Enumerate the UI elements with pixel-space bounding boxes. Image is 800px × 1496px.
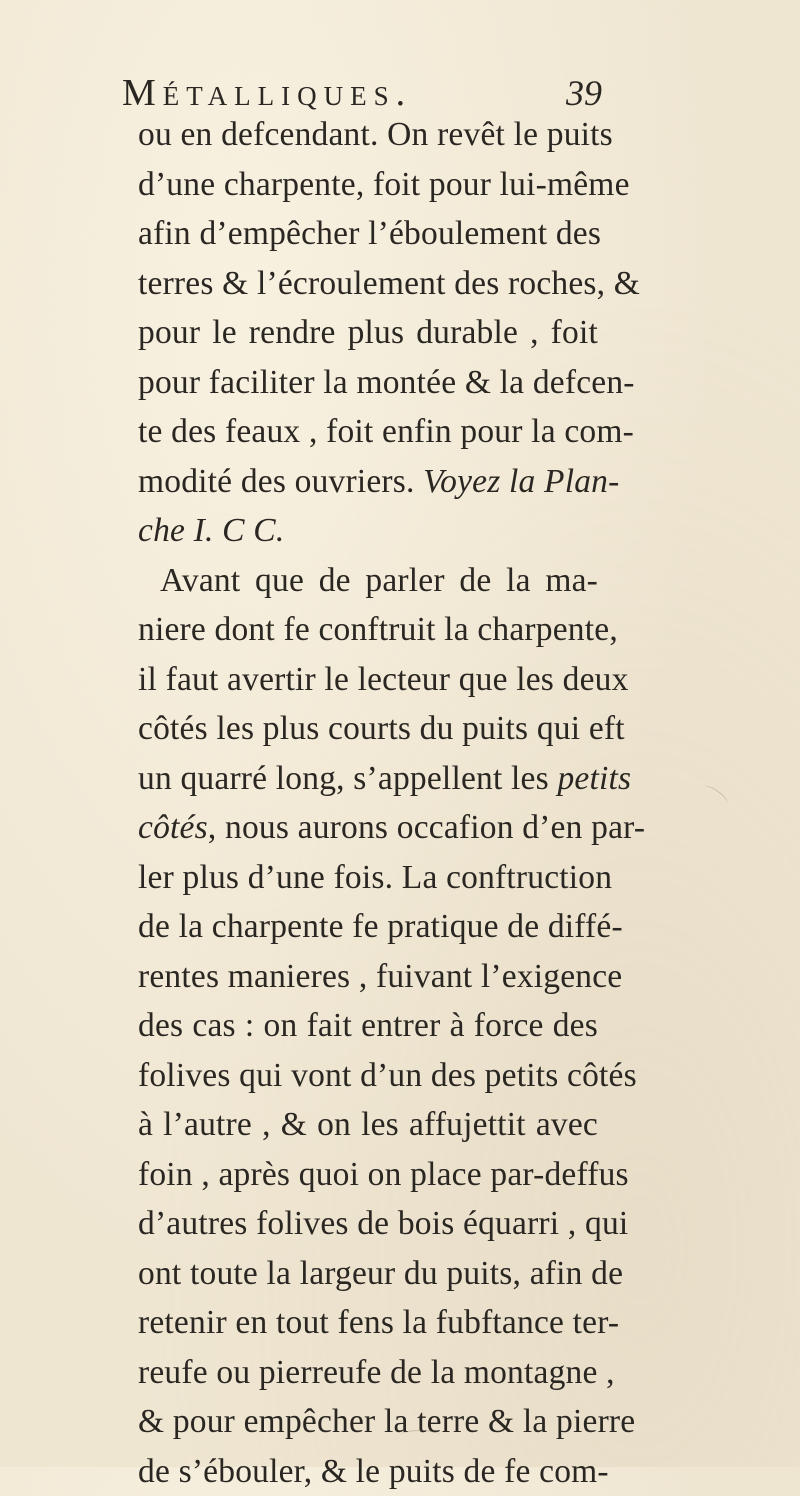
- text-fragment: un quarré long, s’appellent les: [138, 760, 557, 797]
- text-line: [138, 754, 598, 804]
- text-fragment: , nous aurons occafion d’en par-: [208, 809, 645, 846]
- text-line: [138, 457, 598, 507]
- text-line: pour le rendre plus durable , foit: [138, 308, 598, 358]
- paper-mark: [400, 1430, 440, 1441]
- text-line: de s’ébouler, & le puits de fe com-: [138, 1447, 598, 1496]
- text-line: foin , après quoi on place par-deffus: [138, 1150, 598, 1200]
- text-line: ou en defcendant. On revêt le puits: [138, 110, 598, 160]
- text-line: & pour empêcher la terre & la pierre: [138, 1397, 598, 1447]
- text-fragment: modité des ouvriers.: [138, 463, 423, 500]
- text-line: d’une charpente, foit pour lui-même: [138, 160, 598, 210]
- text-line: pour faciliter la montée & la defcen-: [138, 358, 598, 408]
- text-line: il faut avertir le lecteur que les deux: [138, 655, 598, 705]
- paragraph-start-line: Avant que de parler de la ma-: [138, 556, 598, 606]
- text-line: côtés les plus courts du puits qui eft: [138, 704, 598, 754]
- text-line: te des feaux , foit enfin pour la com-: [138, 407, 598, 457]
- text-line: folives qui vont d’un des petits côtés: [138, 1051, 598, 1101]
- text-line: de la charpente fe pratique de diffé-: [138, 902, 598, 952]
- text-line: ler plus d’une fois. La conftruction: [138, 853, 598, 903]
- italic-term: petits: [557, 760, 631, 797]
- italic-term: côtés: [138, 809, 208, 846]
- text-line: reufe ou pierreufe de la montagne ,: [138, 1348, 598, 1398]
- cross-reference: Voyez la Plan-: [423, 463, 619, 500]
- text-line: à l’autre , & on les affujettit avec: [138, 1100, 598, 1150]
- text-line: niere dont fe conftruit la charpente,: [138, 605, 598, 655]
- text-line: ont toute la largeur du puits, afin de: [138, 1249, 598, 1299]
- text-line: retenir en tout fens la fubftance ter-: [138, 1298, 598, 1348]
- text-line: d’autres folives de bois équarri , qui: [138, 1199, 598, 1249]
- text-line: terres & l’écroulement des roches, &: [138, 259, 598, 309]
- text-line: [138, 803, 598, 853]
- page-number: 39: [566, 68, 602, 118]
- running-title: Métalliques.: [122, 68, 412, 118]
- paper-mark: [700, 782, 731, 808]
- text-line: afin d’empêcher l’éboulement des: [138, 209, 598, 259]
- text-line: des cas : on fait entrer à force des: [138, 1001, 598, 1051]
- text-line: rentes manieres , fuivant l’exigence: [138, 952, 598, 1002]
- body-text: [138, 110, 598, 1496]
- text-line: che I. C C.: [138, 506, 598, 556]
